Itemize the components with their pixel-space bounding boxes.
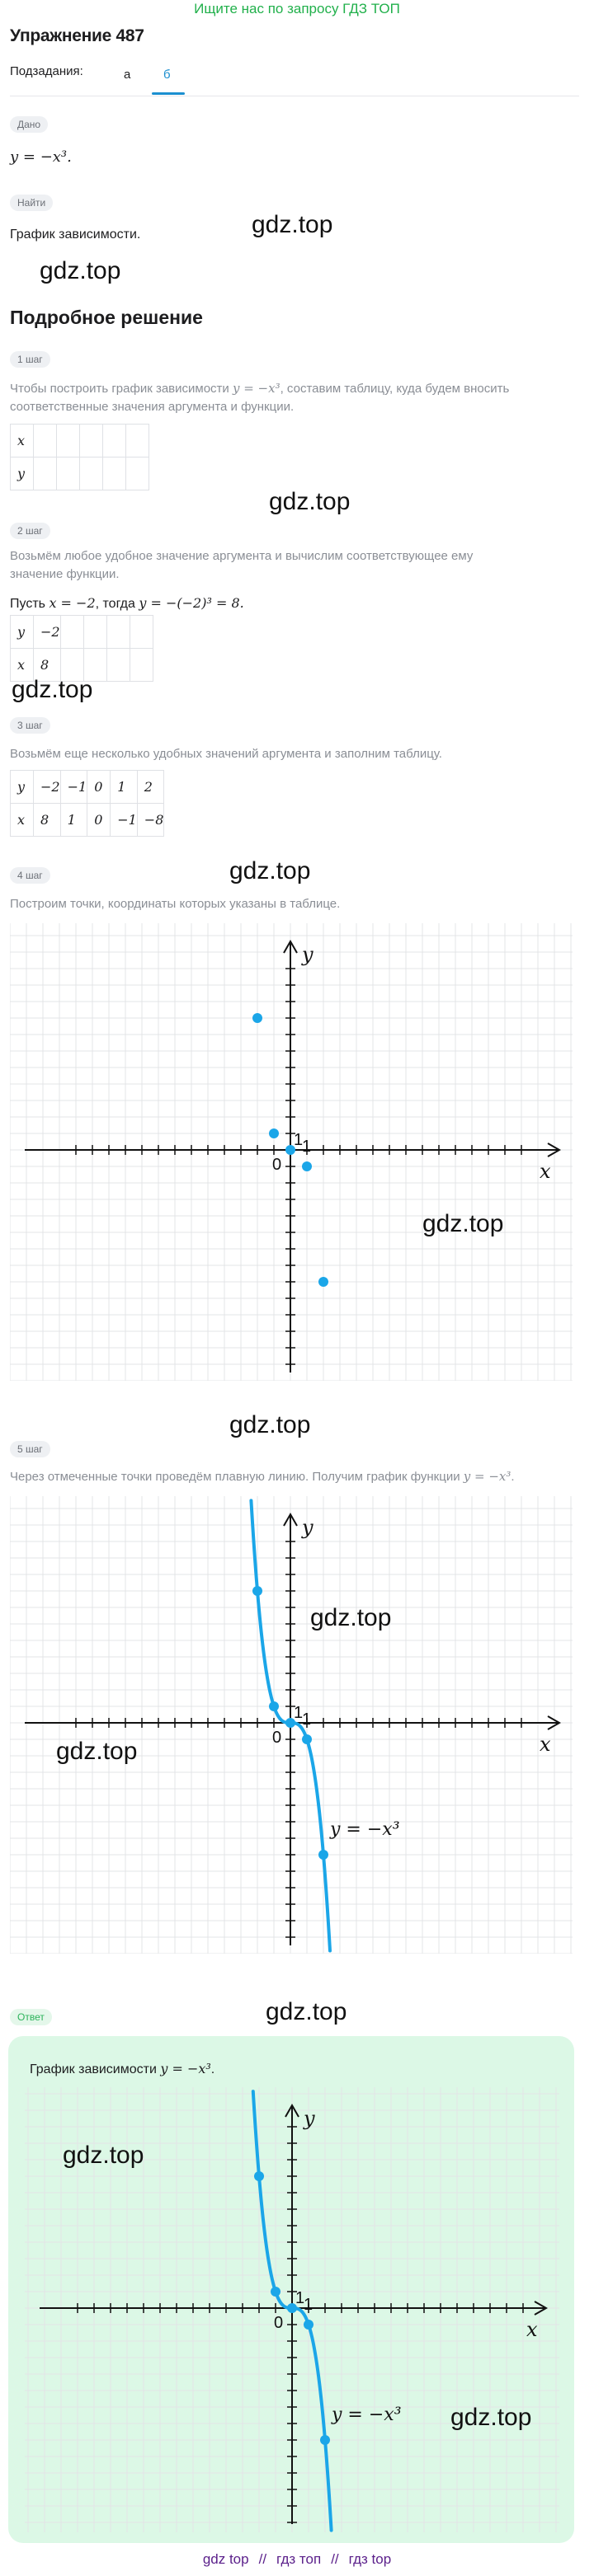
page-title: Упражнение 487 bbox=[10, 26, 144, 45]
origin-label: 0 bbox=[272, 1729, 282, 1747]
step2-calc: Пусть x = −2, тогда y = −(−2)³ = 8. bbox=[10, 595, 244, 611]
step3-chip: 3 шаг bbox=[10, 717, 50, 734]
step4-text: Построим точки, координаты которых указаны в таблице. bbox=[10, 897, 341, 911]
subtasks-label: Подзадания: bbox=[10, 64, 83, 78]
data-point bbox=[252, 1013, 262, 1023]
step5-text: Через отмеченные точки проведём плавную линию. Получим график функции y = −x³. bbox=[10, 1469, 515, 1484]
step2-table: y −2 x 8 bbox=[10, 615, 153, 682]
find-text: График зависимости. bbox=[10, 228, 141, 242]
answer-chip: Ответ bbox=[10, 2009, 52, 2025]
y-unit-label: 1 bbox=[294, 1704, 304, 1722]
watermark: gdz.top bbox=[422, 1210, 504, 1237]
watermark: gdz.top bbox=[12, 676, 93, 703]
find-chip: Найти bbox=[10, 195, 53, 211]
data-point bbox=[252, 1586, 262, 1596]
top-banner[interactable]: Ищите нас по запросу ГДЗ ТОП bbox=[194, 1, 400, 16]
watermark: gdz.top bbox=[229, 1411, 311, 1438]
curve-label: y = −x³ bbox=[330, 1819, 400, 1840]
watermark: gdz.top bbox=[40, 257, 121, 284]
x-axis-label: x bbox=[540, 1160, 551, 1183]
y-axis-label: y bbox=[302, 943, 314, 966]
data-point bbox=[320, 2435, 330, 2445]
data-point bbox=[254, 2171, 264, 2181]
data-point bbox=[287, 2303, 297, 2313]
data-point bbox=[318, 1277, 328, 1287]
step1-chip: 1 шаг bbox=[10, 351, 50, 368]
data-point bbox=[269, 1701, 279, 1711]
graph-curve bbox=[10, 1496, 573, 1954]
x-axis-label: x bbox=[526, 2318, 538, 2341]
given-formula: y = −x³. bbox=[10, 148, 72, 166]
y-axis-label: y bbox=[302, 1516, 314, 1539]
step3-text: Возьмём еще несколько удобных значений аргумента и заполним таблицу. bbox=[10, 747, 442, 761]
data-point bbox=[304, 2320, 314, 2330]
step4-chip: 4 шаг bbox=[10, 867, 50, 884]
watermark: gdz.top bbox=[266, 1998, 347, 2025]
given-chip: Дано bbox=[10, 116, 48, 133]
step1-text: Чтобы построить график зависимости y = −x³, составим таблицу, куда будем вносить соответственные значения аргумента и функции. bbox=[10, 381, 510, 414]
solution-title: Подробное решение bbox=[10, 307, 203, 328]
watermark: gdz.top bbox=[252, 211, 333, 238]
watermark: gdz.top bbox=[450, 2404, 532, 2431]
origin-label: 0 bbox=[274, 2314, 284, 2332]
x-unit-label: 1 bbox=[302, 1138, 312, 1156]
data-point bbox=[302, 1734, 312, 1744]
data-point bbox=[285, 1145, 295, 1155]
watermark: gdz.top bbox=[229, 857, 311, 884]
data-point bbox=[271, 2287, 280, 2297]
tab-a[interactable]: а bbox=[124, 68, 131, 82]
step1-table: x y bbox=[10, 424, 149, 490]
x-unit-label: 1 bbox=[302, 1710, 312, 1729]
watermark: gdz.top bbox=[63, 2142, 144, 2169]
origin-label: 0 bbox=[272, 1156, 282, 1174]
data-point bbox=[285, 1718, 295, 1728]
watermark: gdz.top bbox=[56, 1738, 138, 1765]
watermark: gdz.top bbox=[269, 488, 351, 515]
curve-label: y = −x³ bbox=[332, 2405, 402, 2425]
watermark: gdz.top bbox=[310, 1604, 392, 1631]
x-unit-label: 1 bbox=[304, 2296, 314, 2314]
active-tab-indicator bbox=[152, 92, 185, 95]
step2-text: Возьмём любое удобное значение аргумента и вычислим соответствующее ему значение функции. bbox=[10, 549, 474, 581]
graph-points bbox=[10, 923, 573, 1381]
x-axis-label: x bbox=[540, 1733, 551, 1756]
tab-b[interactable]: б bbox=[163, 68, 171, 82]
data-point bbox=[269, 1128, 279, 1138]
y-unit-label: 1 bbox=[294, 1131, 304, 1149]
data-point bbox=[302, 1161, 312, 1171]
answer-text: График зависимости y = −x³. bbox=[30, 2061, 215, 2076]
step5-chip: 5 шаг bbox=[10, 1441, 50, 1457]
footer-links[interactable]: gdz top // гдз топ // гдз top bbox=[202, 2551, 392, 2567]
step2-chip: 2 шаг bbox=[10, 523, 50, 539]
data-point bbox=[318, 1850, 328, 1860]
y-axis-label: y bbox=[304, 2107, 315, 2130]
step3-table: y −2 −1 0 1 2 x 8 1 0 −1 −8 bbox=[10, 770, 164, 837]
y-unit-label: 1 bbox=[295, 2289, 305, 2307]
